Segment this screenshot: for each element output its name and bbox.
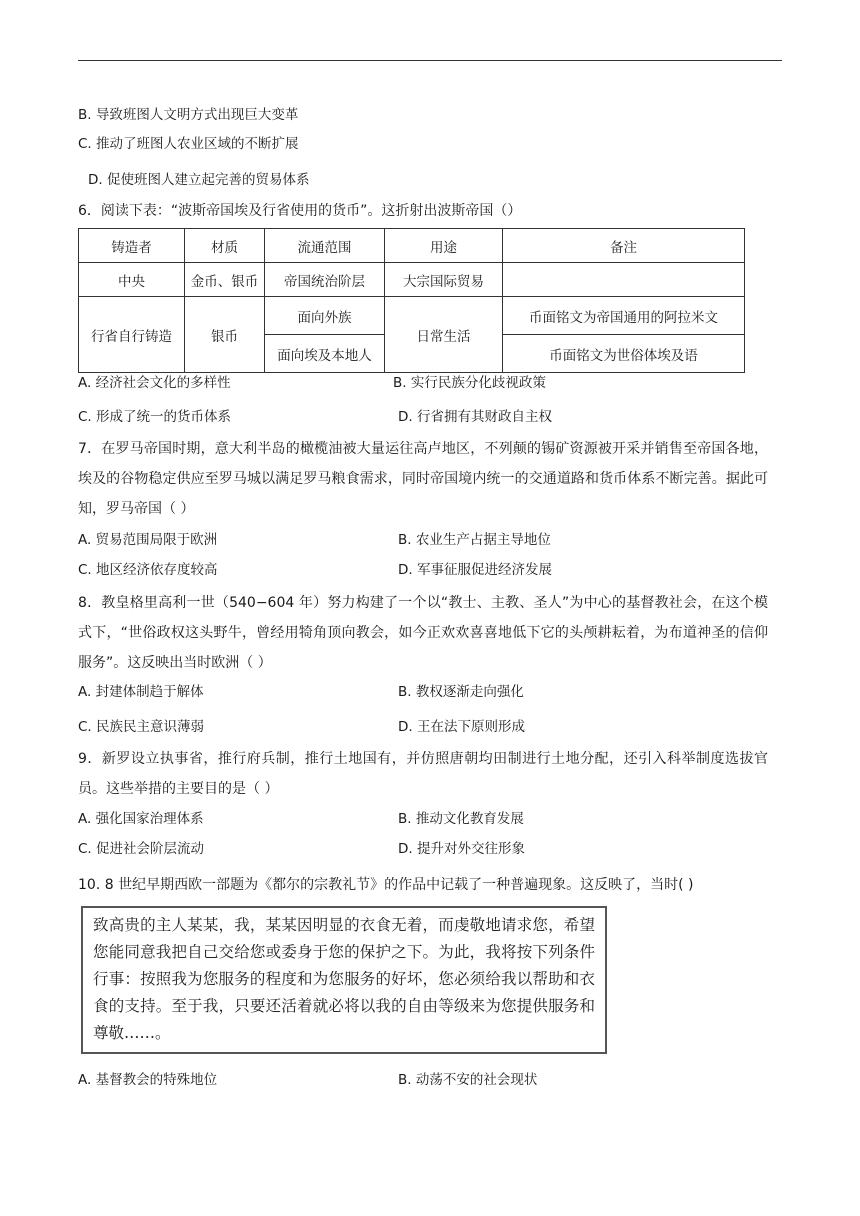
- currency-table: [78, 228, 745, 373]
- table-header-cell: 铸造者: [79, 229, 185, 263]
- q10-option-a: A. 基督教会的特殊地位: [78, 1072, 218, 1088]
- table-cell: 中央: [79, 263, 185, 297]
- q8-option-d: D. 王在法下原则形成: [398, 719, 525, 735]
- q9-option-d: D. 提升对外交往形象: [398, 841, 525, 857]
- q7-option-b: B. 农业生产占据主导地位: [398, 532, 551, 548]
- q9-option-c: C. 促进社会阶层流动: [78, 841, 205, 857]
- table-cell: 币面铭文为帝国通用的阿拉米文: [503, 297, 745, 335]
- table-cell: 面向外族: [265, 297, 385, 335]
- table-cell: 行省自行铸造: [79, 297, 185, 373]
- table-cell: 金币、银币: [185, 263, 265, 297]
- table-header-cell: 备注: [503, 229, 745, 263]
- table-cell: 帝国统治阶层: [265, 263, 385, 297]
- q10-stem: 10. 8 世纪早期西欧一部题为《都尔的宗教礼节》的作品中记载了一种普遍现象。这反映了，当时( ): [78, 877, 694, 893]
- q8-stem: 8．教皇格里高利一世（540−604 年）努力构建了一个以“教士、主教、圣人”为中心的基督教社会，在这个模式下，“世俗政权这头野牛，曾经用犄角顶向教会，如今正欢欢喜喜地低下它的头颅耕耘着，为布道神圣的信仰服务”。这反映出当时欧洲（ ）: [78, 595, 768, 671]
- table-cell: 银币: [185, 297, 265, 373]
- table-header-cell: 用途: [385, 229, 503, 263]
- header-rule: [78, 60, 782, 61]
- q6-option-a: A. 经济社会文化的多样性: [78, 375, 231, 391]
- table-header-cell: 流通范围: [265, 229, 385, 263]
- q8-option-c: C. 民族民主意识薄弱: [78, 719, 205, 735]
- q9-stem: 9．新罗设立执事省，推行府兵制，推行土地国有，并仿照唐朝均田制进行土地分配，还引入科举制度选拔官员。这些举措的主要目的是（ ）: [78, 751, 768, 797]
- table-cell: 日常生活: [385, 297, 503, 373]
- q7-option-a: A. 贸易范围局限于欧洲: [78, 532, 218, 548]
- q5-option-c: C. 推动了班图人农业区域的不断扩展: [78, 136, 299, 152]
- q7-option-c: C. 地区经济依存度较高: [78, 562, 218, 578]
- table-cell: 大宗国际贸易: [385, 263, 503, 297]
- q5-option-b: B. 导致班图人文明方式出现巨大变革: [78, 107, 299, 123]
- q6-option-b: B. 实行民族分化歧视政策: [393, 375, 546, 391]
- table-cell: [503, 263, 745, 297]
- q9-option-a: A. 强化国家治理体系: [78, 811, 204, 827]
- table-header-cell: 材质: [185, 229, 265, 263]
- q9-option-b: B. 推动文化教育发展: [398, 811, 524, 827]
- table-cell: 面向埃及本地人: [265, 335, 385, 373]
- q7-option-d: D. 军事征服促进经济发展: [398, 562, 552, 578]
- q7-stem: 7．在罗马帝国时期，意大利半岛的橄榄油被大量运往高卢地区，不列颠的锡矿资源被开采并销售至帝国各地，埃及的谷物稳定供应至罗马城以满足罗马粮食需求，同时帝国境内统一的交通道路和货币体系不断完善。据此可知，罗马帝国（ ）: [78, 441, 768, 517]
- q6-option-d: D. 行省拥有其财政自主权: [398, 409, 552, 425]
- q6-stem: 6．阅读下表：“波斯帝国埃及行省使用的货币”。这折射出波斯帝国（）: [78, 203, 522, 219]
- q8-option-a: A. 封建体制趋于解体: [78, 684, 204, 700]
- q6-option-c: C. 形成了统一的货币体系: [78, 409, 232, 425]
- q5-option-d: D. 促使班图人建立起完善的贸易体系: [88, 172, 310, 188]
- table-cell: 币面铭文为世俗体埃及语: [503, 335, 745, 373]
- q8-option-b: B. 教权逐渐走向强化: [398, 684, 524, 700]
- q10-option-b: B. 动荡不安的社会现状: [398, 1072, 538, 1088]
- source-quote-box: 致高贵的主人某某，我，某某因明显的衣食无着，而虔敬地请求您，希望您能同意我把自己交给您或委身于您的保护之下。为此，我将按下列条件行事：按照我为您服务的程度和为您服务的好坏，您必须给我以帮助和衣食的支持。至于我，只要还活着就必将以我的自由等级来为您提供服务和尊敬……。: [81, 906, 607, 1054]
